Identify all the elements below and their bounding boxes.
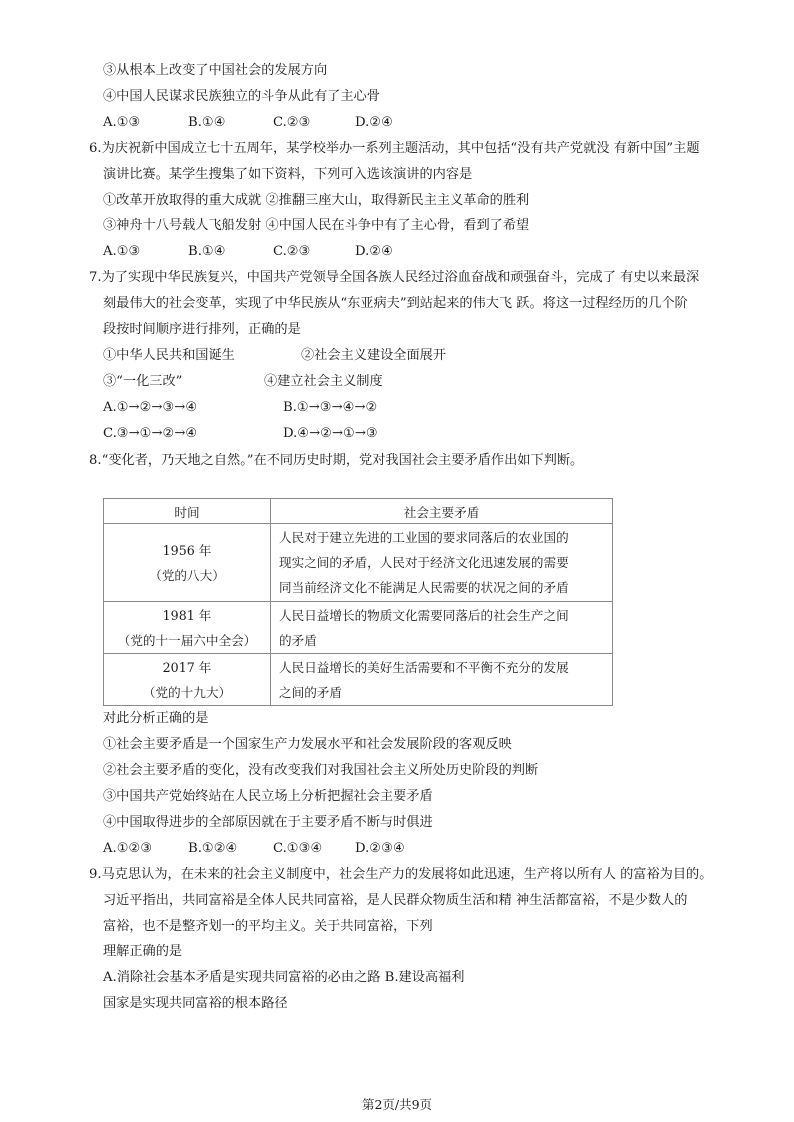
text-line: 6.为庆祝新中国成立七十五周年，某学校举办一系列主题活动，其中包括“没有共产党就没 有新中国”主题	[89, 141, 700, 156]
text-line: ③神舟十八号载人飞船发射 ④中国人民在斗争中有了主心骨，看到了希望	[103, 218, 530, 233]
answer-option: C.②③	[273, 115, 311, 130]
answer-option: D.④→②→①→③	[283, 426, 378, 441]
answer-option: A.①②③	[103, 841, 153, 856]
contradiction-line: 之间的矛盾	[279, 684, 342, 700]
table-header-contradiction: 社会主要矛盾	[271, 499, 613, 524]
text-line: 段按时间顺序进行排列，正确的是	[103, 322, 301, 337]
text-line: 理解正确的是	[103, 944, 183, 959]
table-header-row	[104, 499, 613, 524]
text-line: A.消除社会基本矛盾是实现共同富裕的必由之路 B.建设高福利	[103, 970, 465, 985]
text-line: ③从根本上改变了中国社会的发展方向	[103, 63, 328, 78]
answer-option: C.①③④	[273, 841, 323, 856]
text-line: 9.马克思认为，在未来的社会主义制度中，社会生产力的发展将如此迅速，生产将以所有人 的富裕为目的。	[89, 867, 713, 882]
period-event: （党的十一届六中全会）	[117, 632, 257, 648]
period-year: 1981 年	[162, 607, 212, 623]
period-year: 1956 年	[162, 542, 212, 558]
text-line: 刻最伟大的社会变革，实现了中华民族从“东亚病夫”到站起来的伟大飞 跃。将这一过程经历的几个阶	[103, 296, 688, 311]
text-line: ①改革开放取得的重大成就 ②推翻三座大山，取得新民主主义革命的胜利	[103, 193, 530, 208]
contradiction-line: 人民日益增长的物质文化需要同落后的社会生产之间	[279, 607, 569, 623]
page-number: 第2页/共9页	[361, 1097, 433, 1112]
period-event: （党的八大）	[149, 567, 225, 583]
answer-option: A.①③	[103, 244, 141, 259]
text-line: 习近平指出，共同富裕是全体人民共同富裕，是人民群众物质生活和精 神生活都富裕，不是少数人的	[103, 893, 688, 908]
contradiction-line: 现实之间的矛盾，人民对于经济文化迅速发展的需要	[279, 555, 569, 570]
text-line: ④建立社会主义制度	[264, 374, 383, 389]
text-line: ③中国共产党始终站在人民立场上分析把握社会主要矛盾	[103, 789, 433, 804]
answer-option: B.①④	[188, 244, 226, 259]
contradiction-line: 人民日益增长的美好生活需要和不平衡不充分的发展	[279, 659, 569, 675]
text-line: ②社会主要矛盾的变化，没有改变我们对我国社会主义所处历史阶段的判断	[103, 763, 539, 778]
text-line: 演讲比赛。某学生搜集了如下资料，下列可入选该演讲的内容是	[103, 167, 473, 182]
table-row	[104, 654, 613, 706]
period-year: 2017 年	[162, 659, 212, 675]
answer-option: C.②③	[273, 244, 311, 259]
text-line: 富裕，也不是整齐划一的平均主义。关于共同富裕，下列	[103, 919, 433, 934]
answer-option: B.①→③→④→②	[283, 400, 378, 415]
text-line: ③“一化三改”	[103, 374, 183, 389]
contradiction-cell	[271, 602, 613, 654]
contradiction-cell	[271, 524, 613, 602]
period-cell	[104, 524, 271, 602]
answer-option: B.①④	[188, 115, 226, 130]
contradiction-cell	[271, 654, 613, 706]
text-line: ④中国人民谋求民族独立的斗争从此有了主心骨	[103, 89, 380, 104]
answer-option: B.①②④	[188, 841, 238, 856]
text-line: ④中国取得进步的全部原因就在于主要矛盾不断与时俱进	[103, 815, 433, 830]
answer-option: D.②③④	[355, 841, 405, 856]
text-line: 7.为了实现中华民族复兴，中国共产党领导全国各族人民经过浴血奋战和顽强奋斗，完成了 有史以来最深	[89, 270, 700, 285]
answer-option: D.②④	[355, 115, 393, 130]
text-line: 国家是实现共同富裕的根本路径	[103, 996, 288, 1011]
period-cell	[104, 602, 271, 654]
table-row	[104, 524, 613, 602]
text-line: 对此分析正确的是	[103, 711, 209, 726]
answer-option: C.③→①→②→④	[103, 426, 198, 441]
text-line: 8.“变化者，乃天地之自然。”在不同历史时期，党对我国社会主要矛盾作出如下判断。	[89, 453, 584, 468]
contradiction-line: 人民对于建立先进的工业国的要求同落后的农业国的	[279, 530, 569, 545]
table-header-time: 时间	[104, 499, 271, 524]
contradiction-line: 同当前经济文化不能满足人民需要的状况之间的矛盾	[279, 580, 569, 595]
table-row	[104, 602, 613, 654]
period-cell	[104, 654, 271, 706]
answer-option: D.②④	[355, 244, 393, 259]
text-line: ①中华人民共和国诞生	[103, 348, 235, 363]
answer-option: A.①→②→③→④	[103, 400, 198, 415]
contradiction-table	[103, 498, 613, 706]
answer-option: A.①③	[103, 115, 141, 130]
text-line: ①社会主要矛盾是一个国家生产力发展水平和社会发展阶段的客观反映	[103, 737, 512, 752]
contradiction-line: 的矛盾	[279, 632, 317, 648]
period-event: （党的十九大）	[142, 684, 232, 700]
text-line: ②社会主义建设全面展开	[301, 348, 447, 363]
